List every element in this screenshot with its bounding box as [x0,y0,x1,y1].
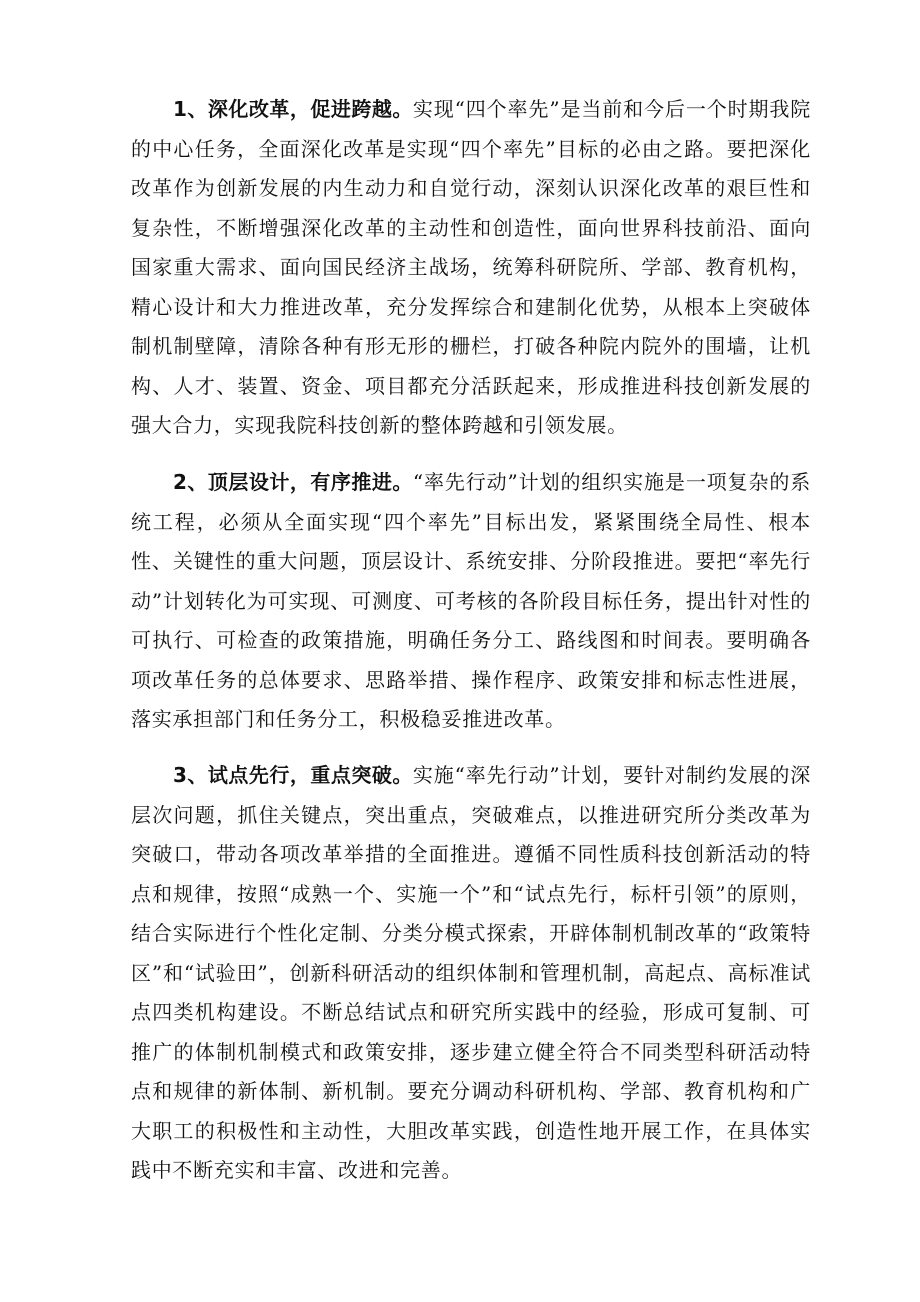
paragraph-1-body: 实现“四个率先”是当前和今后一个时期我院的中心任务，全面深化改革是实现“四个率先”目标的必由之路。要把深化改革作为创新发展的内生动力和自觉行动，深刻认识深化改革的艰巨性和复杂性，不断增强深化改革的主动性和创造性，面向世界科技前沿、面向国家重大需求、面向国民经济主战场，统筹科研院所、学部、教育机构，精心设计和大力推进改革，充分发挥综合和建制化优势，从根本上突破体制机制壁障，清除各种有形无形的栅栏，打破各种院内院外的围墙，让机构、人才、装置、资金、项目都充分活跃起来，形成推进科技创新发展的强大合力，实现我院科技创新的整体跨越和引领发展。 [131,97,811,437]
paragraph-3 [131,756,811,1191]
paragraph-2-lead: 2、顶层设计，有序推进。 [173,470,413,494]
paragraph-3-body: 实施“率先行动”计划，要针对制约发展的深层次问题，抓住关键点，突出重点，突破难点，以推进研究所分类改革为突破口，带动各项改革举措的全面推进。遵循不同性质科技创新活动的特点和规律，按照“成熟一个、实施一个”和“试点先行，标杆引领”的原则，结合实际进行个性化定制、分类分模式探索，开辟体制机制改革的“政策特区”和“试验田”，创新科研活动的组织体制和管理机制，高起点、高标准试点四类机构建设。不断总结试点和研究所实践中的经验，形成可复制、可推广的体制机制模式和政策安排，逐步建立健全符合不同类型科研活动特点和规律的新体制、新机制。要充分调动科研机构、学部、教育机构和广大职工的积极性和主动性，大胆改革实践，创造性地开展工作，在具体实践中不断充实和丰富、改进和完善。 [131,763,811,1182]
paragraph-1-lead: 1、深化改革，促进跨越。 [173,97,413,121]
paragraph-1 [131,90,811,446]
paragraph-2 [131,463,811,740]
paragraph-2-body: “率先行动”计划的组织实施是一项复杂的系统工程，必须从全面实现“四个率先”目标出发，紧紧围绕全局性、根本性、关键性的重大问题，顶层设计、系统安排、分阶段推进。要把“率先行动”计划转化为可实现、可测度、可考核的各阶段目标任务，提出针对性的可执行、可检查的政策措施，明确任务分工、路线图和时间表。要明确各项改革任务的总体要求、思路举措、操作程序、政策安排和标志性进展，落实承担部门和任务分工，积极稳妥推进改革。 [131,470,811,731]
paragraph-3-lead: 3、试点先行，重点突破。 [173,763,413,787]
